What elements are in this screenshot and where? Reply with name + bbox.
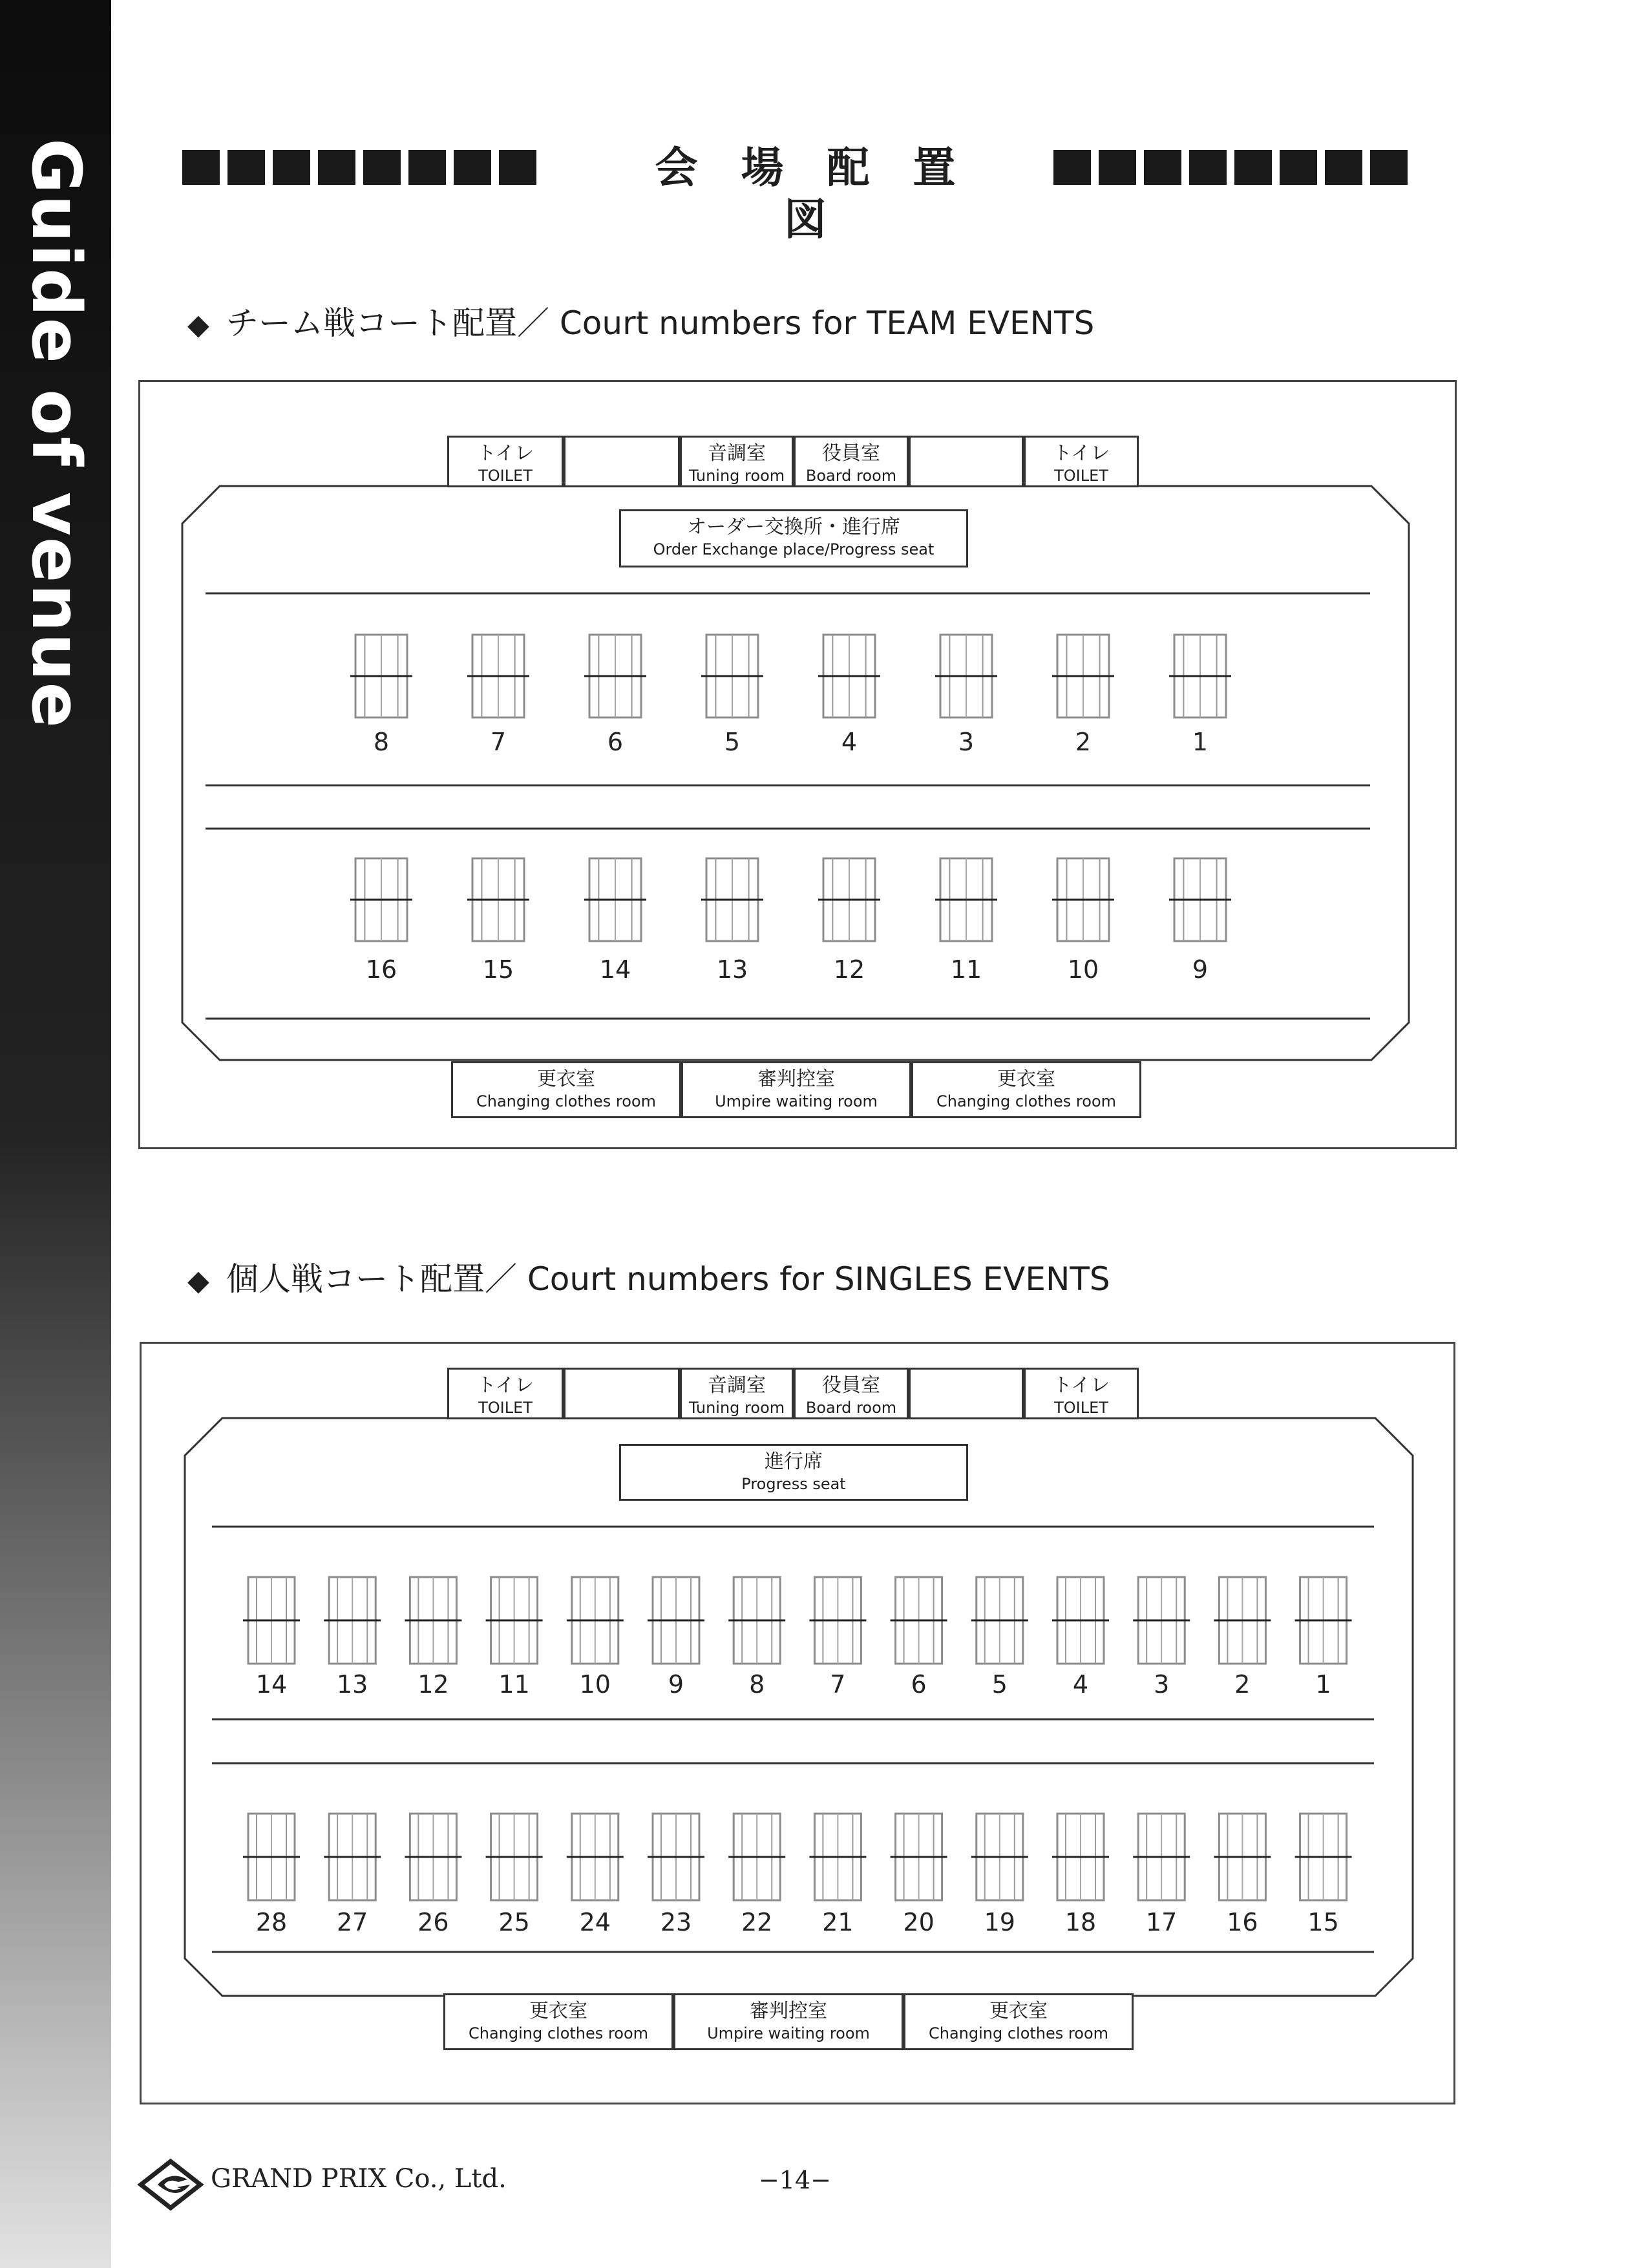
- singles-bottom-room-2-en-label: Umpire waiting room: [707, 2024, 870, 2042]
- singles-court-21: [809, 1814, 866, 1900]
- team-court-number-12: 12: [833, 955, 865, 984]
- singles-court-number-17: 17: [1146, 1908, 1178, 1936]
- singles-court-number-22: 22: [741, 1908, 773, 1936]
- team-court-number-4: 4: [841, 728, 858, 756]
- singles-court-number-7: 7: [830, 1670, 846, 1699]
- singles-court-19: [971, 1814, 1028, 1900]
- singles-court-13: [324, 1577, 381, 1664]
- singles-bottom-room-3: [903, 1993, 1134, 2050]
- singles-court-number-12: 12: [417, 1670, 449, 1699]
- team-court-number-13: 13: [716, 955, 748, 984]
- singles-progress-desk-jp-label: 進行席: [765, 1450, 823, 1473]
- team-court-number-1: 1: [1192, 728, 1209, 756]
- singles-court-12: [405, 1577, 461, 1664]
- team-bottom-room-1-jp-label: 更衣室: [537, 1068, 595, 1090]
- singles-court-27: [324, 1814, 381, 1900]
- team-court-number-8: 8: [373, 728, 390, 756]
- singles-court-10: [567, 1577, 624, 1664]
- page-title: 会 場 配 置 図: [655, 143, 970, 244]
- team-top-room-3-en-label: Tuning room: [688, 467, 785, 485]
- team-bottom-room-3-en-label: Changing clothes room: [936, 1092, 1116, 1110]
- singles-court-5: [971, 1577, 1028, 1664]
- page-number: −14−: [758, 2166, 832, 2194]
- team-bottom-room-2-jp-label: 審判控室: [757, 1068, 835, 1090]
- singles-court-number-6: 6: [911, 1670, 927, 1699]
- team-court-number-10: 10: [1067, 955, 1099, 984]
- singles-court-24: [567, 1814, 624, 1900]
- singles-court-number-14: 14: [255, 1670, 288, 1699]
- singles-court-28: [243, 1814, 300, 1900]
- team-top-room-1-en-label: TOILET: [478, 467, 533, 485]
- team-top-room-6-jp-label: トイレ: [1052, 442, 1110, 465]
- singles-court-22: [728, 1814, 785, 1900]
- singles-court-number-19: 19: [984, 1908, 1015, 1936]
- diamond-bullet-icon: ◆: [187, 1264, 209, 1297]
- team-court-number-11: 11: [950, 955, 982, 984]
- team-progress-desk-jp-label: オーダー交換所・進行席: [687, 516, 900, 538]
- team-court-number-7: 7: [490, 728, 507, 756]
- singles-court-4: [1052, 1577, 1109, 1664]
- singles-top-room-5: [909, 1368, 1024, 1419]
- singles-progress-desk-en-label: Progress seat: [741, 1475, 846, 1493]
- team-top-room-4-en-label: Board room: [805, 467, 897, 485]
- singles-court-number-21: 21: [822, 1908, 854, 1936]
- singles-top-room-1: [447, 1368, 564, 1419]
- singles-bottom-room-3-en-label: Changing clothes room: [928, 2024, 1108, 2042]
- singles-heading-text: 個人戦コート配置／ Court numbers for SINGLES EVENTS: [226, 1260, 1110, 1298]
- singles-court-15: [1295, 1814, 1352, 1900]
- singles-court-6: [891, 1577, 947, 1664]
- singles-court-number-4: 4: [1072, 1670, 1089, 1699]
- singles-court-7: [809, 1577, 866, 1664]
- team-bottom-room-3-jp-label: 更衣室: [997, 1068, 1055, 1090]
- singles-court-number-5: 5: [991, 1670, 1008, 1699]
- singles-top-room-6-jp-label: トイレ: [1052, 1374, 1110, 1397]
- singles-top-room-4: [794, 1368, 909, 1419]
- singles-court-number-10: 10: [579, 1670, 611, 1699]
- team-court-number-3: 3: [958, 728, 975, 756]
- team-court-number-14: 14: [599, 955, 631, 984]
- diamond-bullet-icon: ◆: [187, 308, 209, 341]
- company-name: GRAND PRIX Co., Ltd.: [211, 2164, 507, 2194]
- singles-top-room-6: [1024, 1368, 1139, 1419]
- team-court-number-9: 9: [1192, 955, 1209, 984]
- singles-top-room-2: [564, 1368, 680, 1419]
- singles-court-25: [486, 1814, 543, 1900]
- team-progress-desk-en-label: Order Exchange place/Progress seat: [653, 540, 935, 558]
- singles-court-number-28: 28: [255, 1908, 288, 1936]
- singles-court-number-11: 11: [498, 1670, 530, 1699]
- team-top-room-4-jp-label: 役員室: [822, 442, 880, 465]
- singles-court-number-9: 9: [668, 1670, 684, 1699]
- team-bottom-room-2-en-label: Umpire waiting room: [715, 1092, 878, 1110]
- singles-bottom-room-1: [443, 1993, 673, 2050]
- team-top-room-1-jp-label: トイレ: [476, 442, 534, 465]
- team-court-number-2: 2: [1075, 728, 1092, 756]
- sidebar-title: Guide of venue: [17, 138, 96, 730]
- singles-court-number-16: 16: [1227, 1908, 1258, 1936]
- singles-court-number-15: 15: [1307, 1908, 1339, 1936]
- singles-bottom-room-3-jp-label: 更衣室: [989, 2000, 1048, 2022]
- singles-bottom-room-2-jp-label: 審判控室: [750, 2000, 827, 2022]
- singles-court-number-26: 26: [417, 1908, 449, 1936]
- singles-court-number-3: 3: [1154, 1670, 1170, 1699]
- singles-court-9: [648, 1577, 704, 1664]
- singles-top-room-3: [680, 1368, 794, 1419]
- team-bottom-room-1-en-label: Changing clothes room: [476, 1092, 656, 1110]
- singles-court-number-24: 24: [579, 1908, 611, 1936]
- team-court-number-5: 5: [724, 728, 741, 756]
- singles-top-room-3-jp-label: 音調室: [708, 1374, 766, 1397]
- singles-court-1: [1295, 1577, 1352, 1664]
- grand-prix-logo-icon: [138, 2159, 203, 2210]
- singles-progress-desk: [619, 1444, 968, 1501]
- singles-court-16: [1214, 1814, 1271, 1900]
- singles-bottom-room-2: [673, 1993, 903, 2050]
- singles-top-room-4-jp-label: 役員室: [822, 1374, 880, 1397]
- singles-court-18: [1052, 1814, 1109, 1900]
- singles-court-8: [728, 1577, 785, 1664]
- singles-court-number-13: 13: [337, 1670, 368, 1699]
- singles-bottom-room-1-en-label: Changing clothes room: [468, 2024, 648, 2042]
- team-court-number-15: 15: [482, 955, 514, 984]
- singles-top-room-6-en-label: TOILET: [1054, 1399, 1108, 1417]
- singles-court-23: [648, 1814, 704, 1900]
- team-court-number-6: 6: [607, 728, 624, 756]
- singles-court-number-1: 1: [1315, 1670, 1331, 1699]
- singles-top-room-1-jp-label: トイレ: [476, 1374, 534, 1397]
- singles-court-number-18: 18: [1064, 1908, 1097, 1936]
- singles-court-26: [405, 1814, 461, 1900]
- singles-top-room-3-en-label: Tuning room: [688, 1399, 785, 1417]
- singles-court-number-25: 25: [498, 1908, 530, 1936]
- singles-court-3: [1133, 1577, 1190, 1664]
- singles-top-room-4-en-label: Board room: [805, 1399, 897, 1417]
- singles-court-14: [243, 1577, 300, 1664]
- team-top-room-3-jp-label: 音調室: [708, 442, 766, 465]
- singles-court-11: [486, 1577, 543, 1664]
- singles-court-number-27: 27: [337, 1908, 368, 1936]
- singles-court-number-2: 2: [1234, 1670, 1251, 1699]
- singles-bottom-room-1-jp-label: 更衣室: [529, 2000, 587, 2022]
- singles-court-17: [1133, 1814, 1190, 1900]
- singles-court-2: [1214, 1577, 1271, 1664]
- singles-court-20: [891, 1814, 947, 1900]
- singles-court-number-8: 8: [749, 1670, 765, 1699]
- singles-top-room-1-en-label: TOILET: [478, 1399, 533, 1417]
- team-top-room-6-en-label: TOILET: [1054, 467, 1108, 485]
- team-court-number-16: 16: [365, 955, 397, 984]
- team-heading-text: チーム戦コート配置／ Court numbers for TEAM EVENTS: [226, 304, 1095, 342]
- singles-court-number-20: 20: [903, 1908, 935, 1936]
- singles-court-number-23: 23: [660, 1908, 692, 1936]
